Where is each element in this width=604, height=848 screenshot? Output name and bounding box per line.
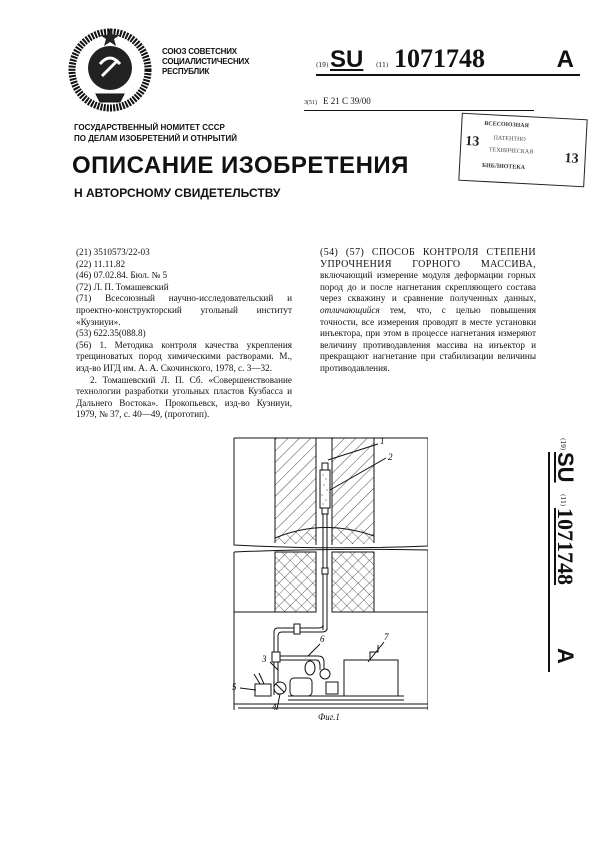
document-title: ОПИСАНИЕ ИЗОБРЕТЕНИЯ xyxy=(72,152,409,179)
figure-label-2: 2 xyxy=(388,452,393,462)
country-code: SU xyxy=(553,452,578,483)
union-line: СОЮЗ СОВЕТСНИХ xyxy=(162,47,237,56)
hatched-rock-right xyxy=(332,438,374,536)
field-46: (46) 07.02.84. Бюл. № 5 xyxy=(76,270,168,281)
committee-line: ПО ДЕЛАМ ИЗОБРЕТЕНИЙ И ОТНРЫТИЙ xyxy=(74,134,237,143)
kind-code: A xyxy=(556,46,574,73)
publication-number xyxy=(316,44,580,76)
abstract xyxy=(320,247,536,375)
tank xyxy=(344,660,398,696)
kind-code: A xyxy=(553,648,578,664)
figure-label-5: 5 xyxy=(232,682,237,692)
abstract-heading: (54) (57) СПОСОБ КОНТРОЛЯ СТЕПЕНИ УПРОЧНЕНИЯ ГОРНОГО МАССИВА, xyxy=(320,247,536,270)
inid-code-19: (19) xyxy=(316,62,329,69)
abstract-emphasis: отличающийся xyxy=(320,304,380,315)
pump xyxy=(326,682,338,694)
stamp-line: ТЕХНИЧЕСКАЯ xyxy=(488,147,534,156)
ipc-classification xyxy=(304,96,534,111)
abstract-body-2: тем, что, с целью повышения точности, все измерения проводят в месте установки инъектора, при этом в процессе нагнетания измеряют величину противодавления массива на инъектор и прекращают нагнетание при стабилизации величины противодавления. xyxy=(320,304,536,373)
country-code: SU xyxy=(330,46,364,73)
stamp-line: ВСЕСОЮЗНАЯ xyxy=(484,120,530,130)
side-publication-number xyxy=(540,438,580,672)
committee-line: ГОСУДАРСТВЕННЫЙ НОМИТЕТ СССР xyxy=(74,123,225,132)
field-56-ref-2: 2. Томашевский Л. П. Сб. «Совершенствование технологии разработки угольных пластов Кузбасса и Дальнего Востока». Прокопьевск, изд-во Кузниуи, 1979, № 37, с. 40—49, (прототип). xyxy=(76,374,292,420)
field-22: (22) 11.11.82 xyxy=(76,258,126,269)
patent-number: 1071748 xyxy=(553,508,578,585)
patent-number: 1071748 xyxy=(394,44,485,73)
injector-packer xyxy=(320,470,330,508)
figure-caption: Фиг.1 xyxy=(318,712,340,722)
figure-label-1: 1 xyxy=(380,436,385,446)
figure-label-6: 6 xyxy=(320,634,325,644)
document-subtitle: Н АВТОРСНОМУ СВИДЕТЕЛЬСТВУ xyxy=(74,186,281,200)
inid-code-11: (11) xyxy=(559,494,566,507)
field-53: (53) 622.35(088.8) xyxy=(76,328,146,339)
ussr-emblem-icon xyxy=(66,24,154,112)
field-56-ref-1: (56) 1. Методика контроля качества укрепления трещиноватых пород химическими растворами. М., изд-во ИГД им. А. А. Скочинского, 1978, с. 3—32. xyxy=(76,339,292,373)
figure-label-4: 4 xyxy=(272,702,277,710)
stamp-line: ПАТЕНТНО xyxy=(493,135,526,144)
union-name xyxy=(162,47,249,77)
hand-pump xyxy=(255,684,271,696)
stamp-line: БИБЛИОТЕКА xyxy=(481,162,526,172)
inid-code-11: (11) xyxy=(376,62,389,69)
hatched-rock-left xyxy=(275,438,316,538)
abstract-body-1: включающий измерение модуля деформации горных пород до и после нагнетания скрепляющего состава через скважину и сравнение полученных данных, xyxy=(320,270,536,304)
union-line: РЕСПУБЛИК xyxy=(162,67,210,76)
field-21: (21) 3510573/22-03 xyxy=(76,247,150,257)
inid-code-19: (19) xyxy=(559,438,566,451)
ipc-value: E 21 C 39/00 xyxy=(323,96,371,106)
upper-rock-outline xyxy=(234,438,428,548)
union-line: СОЦИАЛИСТИЧЕСНИХ xyxy=(162,57,250,66)
stamp-number-right: 13 xyxy=(564,151,579,167)
stamp-number-left: 13 xyxy=(464,133,480,150)
library-stamp xyxy=(458,113,587,188)
figure-label-3: 3 xyxy=(262,654,267,664)
divider xyxy=(549,452,551,672)
strengthened-zone-lower-right xyxy=(332,552,374,612)
committee-name xyxy=(74,122,237,144)
figure-1-drawing xyxy=(228,430,428,710)
field-72: (72) Л. П. Томашевский xyxy=(76,281,169,292)
strengthened-zone-lower-left xyxy=(275,552,316,612)
motor xyxy=(290,678,312,696)
bibliographic-data xyxy=(76,247,292,421)
field-71: (71) Всесоюзный научно-исследовательский и проектно-конструкторский угольный институт «Кузниуи». xyxy=(76,293,292,327)
figure-label-7: 7 xyxy=(384,632,389,642)
inid-code-51: 3(51) xyxy=(304,100,317,106)
